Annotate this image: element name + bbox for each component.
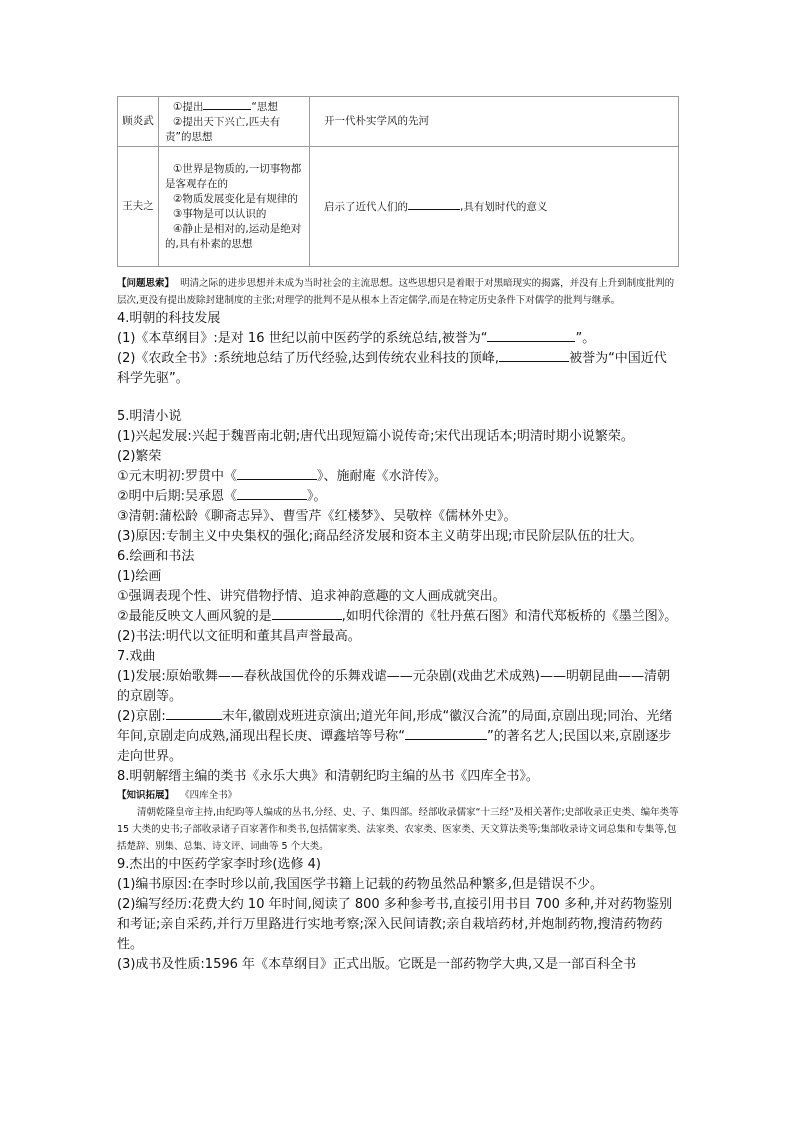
paragraph: (3)原因:专制主义中央集权的强化;商品经济发展和资本主义萌芽出现;市民阶层队伍的壮大。 — [117, 529, 643, 544]
thinker-views — [159, 97, 310, 147]
paragraph: ①强调表现个性、讲究借物抒情、追求神韵意趣的文人画成就突出。 — [117, 589, 506, 604]
fill-blank — [237, 468, 317, 480]
section-title: 6.绘画和书法 — [117, 549, 195, 564]
section-title: 4.明朝的科技发展 — [117, 311, 221, 326]
thinker-views — [159, 147, 310, 267]
thinker-impact: 启示了近代人们的 ,具有划时代的意义 — [310, 147, 679, 267]
paragraph: (1)《本草纲目》:是对 16 世纪以前中医药学的系统总结,被誉为“ ”。 — [117, 331, 596, 346]
fill-blank — [408, 198, 460, 210]
paragraph: (3)成书及性质:1596 年《本草纲目》正式出版。它既是一部药物学大典,又是一部百科全书 — [117, 957, 637, 972]
paragraph: (2)《农政全书》:系统地总结了历代经验,达到传统农业科技的顶峰, 被誉为“中国近代科学先驱”。 — [117, 351, 667, 386]
fill-blank — [166, 708, 222, 720]
section-title: 9.杰出的中医药学家李时珍(选修 4) — [117, 857, 321, 872]
view-point: ①提出 — [173, 101, 204, 113]
thinkers-table — [117, 96, 679, 267]
paragraph: (2)繁荣 — [117, 449, 162, 464]
view-point: ②提出天下兴亡,匹夫有责”的思想 — [165, 116, 281, 143]
ext-body: 清朝乾隆皇帝主持,由纪昀等人编成的丛书,分经、史、子、集四部。经部收录儒家“十三经”及相关著作;史部收录正史类、编年类等 15 大类的史书;子部收录诸子百家著作和类书,包括儒家类、法家类、农家类、医家类、天文算法类等;集部收录诗文词总集和专集等,包括楚辞、别集、总集、诗文评、词曲等 5 个大类。 — [117, 807, 679, 852]
paragraph: ②明中后期:吴承恩《 》。 — [117, 489, 327, 504]
thinker-name: 王夫之 — [118, 147, 159, 267]
section-title: 7.戏曲 — [117, 649, 156, 664]
fill-blank — [203, 98, 251, 110]
ext-tag: 【知识拓展】 — [117, 790, 175, 801]
paragraph: (1)绘画 — [117, 569, 162, 584]
note-tag: 【问题思索】 — [117, 278, 175, 289]
fill-blank — [405, 728, 487, 740]
knowledge-extension — [117, 787, 679, 855]
table-row — [118, 97, 679, 147]
paragraph: (2)编写经历:花费大约 10 年时间,阅读了 800 多种参考书,直接引用书目 700 多种,并对药物鉴别和考证;亲自采药,并行万里路进行实地考察;深入民间请教;亲自栽培药材,并炮制药物,搜清药物药性。 — [117, 897, 673, 952]
note-text: 明清之际的进步思想并未成为当时社会的主流思想。这些思想只是着眼于对黑暗现实的揭露，并没有上升到制度批判的层次,更没有提出废除封建制度的主张;对理学的批判不是从根本上否定儒学,而是在特定历史条件下对儒学的批判与继承。 — [117, 278, 675, 306]
view-point: ①世界是物质的,一切事物都是客观存在的 — [165, 162, 302, 190]
paragraph: (1)发展:原始歌舞——春秋战国优伶的乐舞戏谑——元杂剧(戏曲艺术成熟)——明朝昆曲——清朝的京剧等。 — [117, 669, 670, 704]
thinker-name: 顾炎武 — [118, 97, 159, 147]
ext-title: 《四库全书》 — [180, 790, 238, 801]
fill-blank — [272, 608, 342, 620]
paragraph: ②最能反映文人画风貌的是 ,如明代徐渭的《牡丹蕉石图》和清代郑板桥的《墨兰图》。 — [117, 609, 678, 624]
fill-blank — [237, 488, 307, 500]
paragraph: (2)京剧: 末年,徽剧戏班进京演出;道光年间,形成“徽汉合流”的局面,京剧出现;同治、光绪年间,京剧走向成熟,涌现出程长庚、谭鑫培等号称“ ”的著名艺人;民国以来,京剧逐步走向世界。 — [117, 709, 673, 764]
section-title: 5.明清小说 — [117, 409, 182, 424]
thinking-note — [117, 275, 679, 309]
view-point: “思想 — [251, 101, 278, 113]
paragraph: ③清朝:蒲松龄《聊斋志异》、曹雪芹《红楼梦》、吴敬梓《儒林外史》。 — [117, 509, 517, 524]
paragraph: (1)兴起发展:兴起于魏晋南北朝;唐代出现短篇小说传奇;宋代出现话本;明清时期小说繁荣。 — [117, 429, 634, 444]
view-point: ③事物是可以认识的 — [173, 207, 267, 220]
paragraph: 8.明朝解缙主编的类书《永乐大典》和清朝纪昀主编的丛书《四库全书》。 — [117, 769, 539, 784]
view-point: ②物质发展变化是有规律的 — [173, 192, 298, 205]
paragraph: ①元末明初:罗贯中《 》、施耐庵《水浒传》。 — [117, 469, 448, 484]
fill-blank — [487, 330, 575, 342]
view-point: ④静止是相对的,运动是绝对的,具有朴素的思想 — [165, 222, 302, 250]
fill-blank — [499, 350, 569, 362]
table-row — [118, 147, 679, 267]
paragraph: (2)书法:明代以文征明和董其昌声誉最高。 — [117, 629, 361, 644]
thinker-impact: 开一代朴实学风的先河 — [310, 97, 679, 147]
document-page — [117, 96, 679, 975]
paragraph: (1)编书原因:在李时珍以前,我国医学书籍上记载的药物虽然品种繁多,但是错误不少。 — [117, 877, 604, 892]
